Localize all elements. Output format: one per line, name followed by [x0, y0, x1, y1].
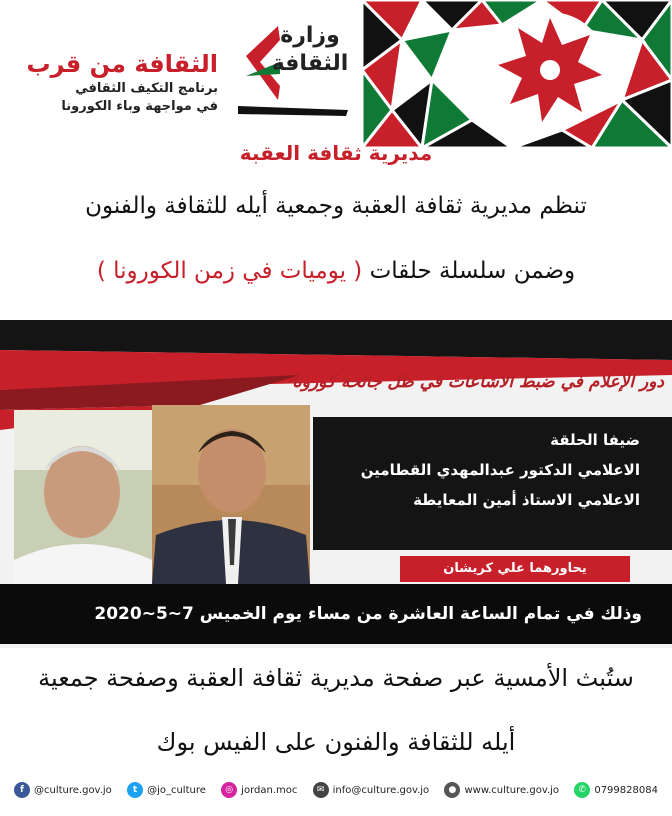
- guest-photo-2: [152, 405, 310, 584]
- organizers-line: تنظم مديرية ثقافة العقبة وجمعية أيله للثقافة والفنون: [85, 193, 587, 219]
- host-label: يحاورهما علي كريشان: [400, 556, 630, 582]
- series-prefix: وضمن سلسلة حلقات: [369, 258, 576, 284]
- ministry-logo-text: وزارة الثقافة: [271, 23, 349, 76]
- email-icon: ✉: [313, 782, 329, 798]
- session-title: دور الإعلام في ضبط الاشاعات في ظل جائحة كورونا: [291, 372, 664, 392]
- social-link-text: jordan.moc: [241, 784, 298, 796]
- series-line: [0, 258, 672, 284]
- social-link[interactable]: [574, 782, 658, 798]
- web-icon: ●: [444, 782, 460, 798]
- series-name: ( يوميات في زمن الكورونا ): [96, 258, 363, 284]
- social-link[interactable]: [313, 782, 430, 798]
- directorate-title: مديرية ثقافة العقبة: [239, 141, 433, 165]
- social-link-text: info@culture.gov.jo: [332, 784, 430, 796]
- culture-near-subtitle-1: برنامج التكيف الثقافي: [75, 81, 218, 96]
- social-link-text: www.culture.gov.jo: [464, 784, 560, 796]
- social-link[interactable]: [221, 782, 297, 798]
- culture-near-title: الثقافة من قرب: [26, 50, 218, 78]
- mosaic-star-artwork: [362, 0, 672, 148]
- time-bar: [0, 584, 672, 644]
- guest-2: الاعلامي الاستاذ أمين المعايطة: [413, 491, 640, 509]
- social-link[interactable]: [14, 782, 112, 798]
- guest-1: الاعلامي الدكتور عبدالمهدي القطامين: [360, 461, 640, 479]
- social-link-text: 0799828084: [594, 784, 658, 796]
- whatsapp-icon: ✆: [574, 782, 590, 798]
- facebook-icon: f: [14, 782, 30, 798]
- twitter-icon: t: [127, 782, 143, 798]
- guests-label: ضيفا الحلقة: [550, 431, 640, 449]
- broadcast-line-2: أيله للثقافة والفنون على الفيس بوك: [156, 728, 516, 756]
- social-link[interactable]: [444, 782, 559, 798]
- culture-near-logo: [18, 48, 218, 116]
- social-link-text: @jo_culture: [147, 784, 206, 796]
- instagram-icon: ◎: [221, 782, 237, 798]
- guest-photo-1: [14, 410, 152, 584]
- guests-box: [313, 417, 672, 550]
- culture-near-subtitle-2: في مواجهة وباء الكورونا: [61, 99, 218, 114]
- social-link-text: @culture.gov.jo: [34, 784, 112, 796]
- event-time: وذلك في تمام الساعة العاشرة من مساء يوم الخميس 7~5~2020: [94, 604, 642, 624]
- social-links: [0, 778, 672, 802]
- social-link[interactable]: [127, 782, 206, 798]
- broadcast-line-1: ستُبث الأمسية عبر صفحة مديرية ثقافة العقبة وصفحة جمعية: [38, 664, 634, 692]
